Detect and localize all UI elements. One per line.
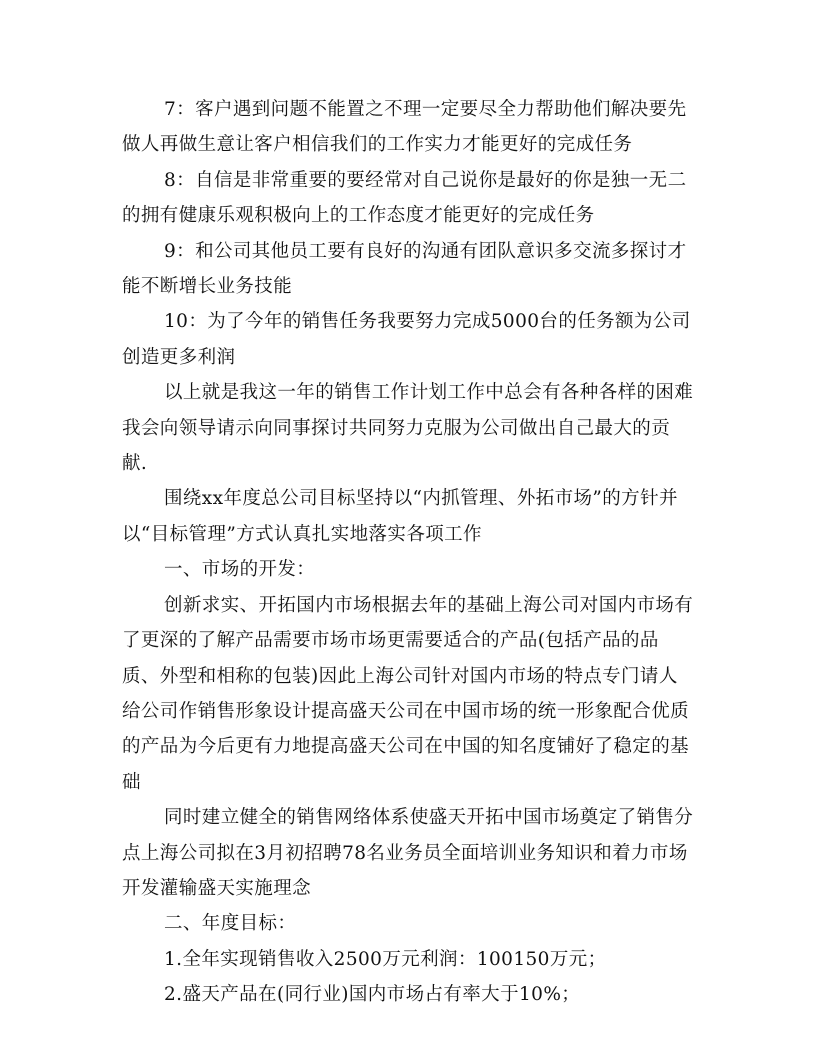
paragraph-sales-network: 同时建立健全的销售网络体系使盛天开拓中国市场奠定了销售分点上海公司拟在3月初招聘78名业务员全面培训业务知识和着力市场开发灌输盛天实施理念 [122,807,694,899]
target-item-2: 2.盛天产品在(同行业)国内市场占有率大于10%； [164,984,581,1006]
target-item-1: 1.全年实现销售收入2500万元利润：100150万元； [164,948,607,970]
paragraph-item-7: 7：客户遇到问题不能置之不理一定要尽全力帮助他们解决要先做人再做生意让客户相信我们的工作实力才能更好的完成任务 [122,99,687,156]
paragraph-policy: 围绕xx年度总公司目标坚持以“内抓管理、外拓市场”的方针并以“目标管理”方式认真扎实地落实各项工作 [122,488,678,545]
paragraph-summary: 以上就是我这一年的销售工作计划工作中总会有各种各样的困难我会向领导请示向同事探讨共同努力克服为公司做出自己最大的贡献. [122,382,694,475]
paragraph-market-development: 创新求实、开拓国内市场根据去年的基础上海公司对国内市场有了更深的了解产品需要市场市场更需要适合的产品(包括产品的品质、外型和相称的包装)因此上海公司针对国内市场的特点专门请人给公司作销售形象设计提高盛天公司在中国市场的统一形象配合优质的产品为今后更有力地提高盛天公司在中国的知名度铺好了稳定的基础 [122,594,694,793]
document-body [122,92,694,1013]
paragraph-item-8: 8：自信是非常重要的要经常对自己说你是最好的你是独一无二的拥有健康乐观积极向上的工作态度才能更好的完成任务 [122,169,687,227]
section-heading-annual-targets: 二、年度目标： [164,913,297,935]
section-heading-market-development: 一、市场的开发： [164,559,316,581]
paragraph-item-10: 10：为了今年的销售任务我要努力完成5000台的任务额为公司创造更多利润 [122,311,691,368]
paragraph-item-9: 9：和公司其他员工要有良好的沟通有团队意识多交流多探讨才能不断增长业务技能 [122,240,687,298]
